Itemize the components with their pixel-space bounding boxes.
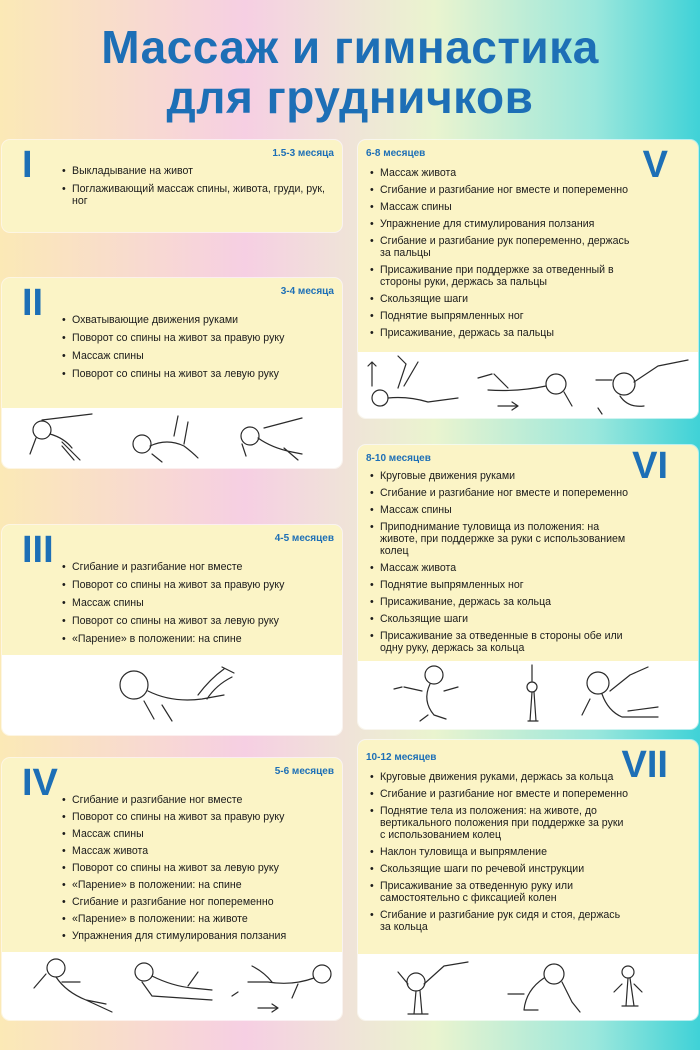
- baby-figure: [394, 666, 458, 721]
- stage-age: 5-6 месяцев: [274, 766, 334, 777]
- stage-numeral: III: [22, 529, 54, 571]
- list-item: • Поворот со спины на живот за левую руку: [62, 862, 334, 874]
- stage-numeral: VI: [632, 445, 668, 487]
- list-item: • Сгибание и разгибание ног вместе: [62, 561, 334, 573]
- list-item: • Сгибание и разгибание ног вместе: [62, 794, 334, 806]
- baby-figure: [527, 665, 538, 721]
- list-item: • Сгибание и разгибание ног вместе и попеременно: [370, 184, 630, 196]
- baby-figure: [398, 962, 468, 1014]
- title-line-2: для грудничков: [166, 71, 534, 123]
- baby-figure: [30, 414, 92, 460]
- stage-age: 8-10 месяцев: [366, 453, 431, 464]
- list-item: • Массаж спины: [62, 597, 334, 609]
- list-item: • Массаж спины: [370, 504, 630, 516]
- list-item: • Сгибание и разгибание ног вместе и попеременно: [370, 487, 630, 499]
- baby-figure: [508, 964, 580, 1012]
- list-item: • Упражнение для стимулирования ползания: [370, 218, 630, 230]
- stage-numeral: IV: [22, 762, 58, 804]
- stage-card-5: [358, 140, 698, 418]
- stage-age: 1.5-3 месяца: [272, 148, 334, 159]
- stage-numeral: I: [22, 144, 33, 186]
- list-item: • Скользящие шаги: [370, 613, 630, 625]
- stage-items: [62, 561, 334, 651]
- list-item: • Поворот со спины на живот за левую руку: [62, 368, 334, 380]
- list-item: • Сгибание и разгибание ног попеременно: [62, 896, 334, 908]
- list-item: • Поглаживающий массаж спины, живота, груди, рук, ног: [62, 183, 334, 207]
- list-item: • «Парение» в положении: на спине: [62, 879, 334, 891]
- baby-figure: [34, 959, 112, 1012]
- baby-figure: [368, 356, 458, 406]
- list-item: • Круговые движения руками, держась за кольца: [370, 771, 630, 783]
- baby-figure: [241, 418, 302, 460]
- exercise-illustration: [2, 408, 342, 468]
- list-item: • Упражнения для стимулирования ползания: [62, 930, 334, 942]
- stage-age: 10-12 месяцев: [366, 752, 437, 763]
- list-item: • Выкладывание на живот: [62, 165, 334, 177]
- baby-figure: [135, 963, 212, 1000]
- exercise-illustration: [358, 954, 698, 1020]
- baby-figure: [133, 416, 198, 462]
- list-item: • Поднятие выпрямленных ног: [370, 579, 630, 591]
- list-item: • Скользящие шаги: [370, 293, 630, 305]
- stage-items: [370, 167, 630, 344]
- stage-items: [62, 165, 334, 213]
- list-item: • Поднятие выпрямленных ног: [370, 310, 630, 322]
- stage-numeral: V: [642, 144, 668, 186]
- stage-age: 6-8 месяцев: [366, 148, 426, 159]
- list-item: • Поднятие тела из положения: на животе, до вертикального положения при поддержке за руки с использованием колец: [370, 805, 630, 841]
- list-item: • «Парение» в положении: на животе: [62, 913, 334, 925]
- list-item: • Массаж живота: [62, 845, 334, 857]
- stage-items: [62, 794, 334, 947]
- stage-age: 4-5 месяцев: [274, 533, 334, 544]
- baby-figure: [582, 667, 658, 717]
- list-item: • Присаживание при поддержке за отведенный в стороны руки, держась за пальцы: [370, 264, 630, 288]
- stage-items: [370, 470, 630, 659]
- list-item: • Массаж живота: [370, 167, 630, 179]
- list-item: • Массаж живота: [370, 562, 630, 574]
- baby-figure: [478, 374, 572, 410]
- stage-numeral: II: [22, 282, 44, 324]
- baby-figure: [596, 360, 688, 414]
- list-item: • Скользящие шаги по речевой инструкции: [370, 863, 630, 875]
- list-item: • Поворот со спины на живот за правую руку: [62, 332, 334, 344]
- list-item: • Наклон туловища и выпрямление: [370, 846, 630, 858]
- stage-card-3: [2, 525, 342, 735]
- exercise-illustration: [358, 352, 698, 418]
- list-item: • Круговые движения руками: [370, 470, 630, 482]
- stage-card-6: [358, 445, 698, 729]
- list-item: • Поворот со спины на живот за левую руку: [62, 615, 334, 627]
- list-item: • Поворот со спины на живот за правую руку: [62, 811, 334, 823]
- stage-card-4: [2, 758, 342, 1020]
- list-item: • Сгибание и разгибание ног вместе и попеременно: [370, 788, 630, 800]
- baby-figure: [120, 667, 234, 721]
- stage-items: [370, 771, 630, 938]
- list-item: • Массаж спины: [62, 828, 334, 840]
- list-item: • «Парение» в положении: на спине: [62, 633, 334, 645]
- exercise-illustration: [358, 661, 698, 729]
- stage-numeral: VII: [621, 744, 668, 786]
- list-item: • Массаж спины: [370, 201, 630, 213]
- stage-age: 3-4 месяца: [280, 286, 334, 297]
- stage-card-2: [2, 278, 342, 468]
- exercise-illustration: [2, 952, 342, 1020]
- list-item: • Приподнимание туловища из положения: на животе, при поддержке за руки с использованием колец: [370, 521, 630, 557]
- list-item: • Сгибание и разгибание рук сидя и стоя, держась за кольца: [370, 909, 630, 933]
- list-item: • Присаживание за отведенные в стороны обе или одну руку, держась за кольца: [370, 630, 630, 654]
- stage-card-1: [2, 140, 342, 232]
- list-item: • Охватывающие движения руками: [62, 314, 334, 326]
- exercise-illustration: [2, 655, 342, 735]
- list-item: • Присаживание, держась за пальцы: [370, 327, 630, 339]
- list-item: • Поворот со спины на живот за правую руку: [62, 579, 334, 591]
- poster-title: [0, 22, 700, 122]
- stage-card-7: [358, 740, 698, 1020]
- list-item: • Присаживание за отведенную руку или самостоятельно с фиксацией колен: [370, 880, 630, 904]
- baby-figure: [232, 965, 331, 1012]
- baby-figure: [614, 966, 642, 1006]
- list-item: • Массаж спины: [62, 350, 334, 362]
- stage-items: [62, 314, 334, 386]
- list-item: • Присаживание, держась за кольца: [370, 596, 630, 608]
- title-line-1: Массаж и гимнастика: [101, 21, 599, 73]
- list-item: • Сгибание и разгибание рук попеременно, держась за пальцы: [370, 235, 630, 259]
